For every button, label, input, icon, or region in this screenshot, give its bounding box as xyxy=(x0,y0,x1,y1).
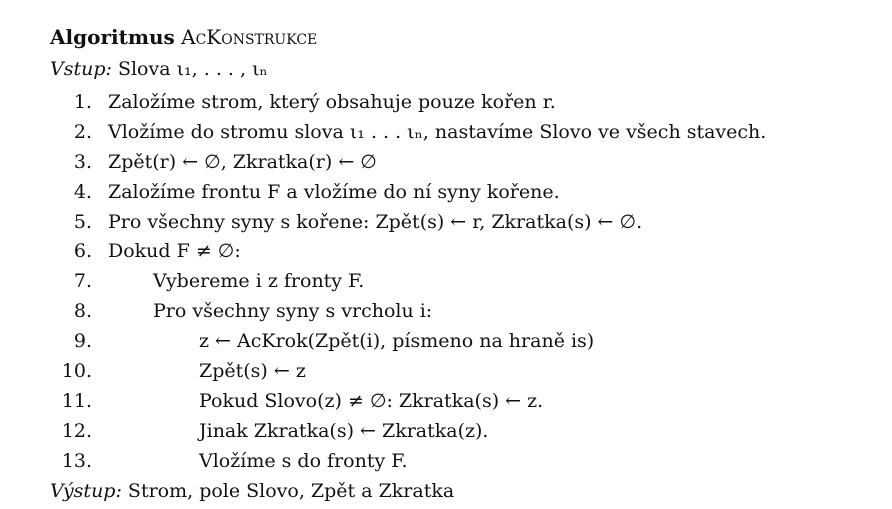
input-text: Slova ι₁, . . . , ιₙ xyxy=(117,58,268,80)
step-text: Založíme strom, který obsahuje pouze kořen r. xyxy=(108,91,556,113)
step-number: 1. xyxy=(73,91,92,113)
step-number: 6. xyxy=(73,240,92,262)
step-text: z ← AcKrok(Zpět(i), písmeno na hraně is) xyxy=(199,330,595,352)
step-number: 3. xyxy=(73,151,92,173)
step-number: 2. xyxy=(73,121,92,143)
step-text: Vložíme do stromu slova ι₁ . . . ιₙ, nastavíme Slovo ve všech stavech. xyxy=(108,121,767,143)
step-number: 8. xyxy=(73,300,92,322)
algorithm-name: AcKonstrukce xyxy=(181,25,318,49)
step-number: 10. xyxy=(61,360,92,382)
step-number: 5. xyxy=(73,211,92,233)
step-text: Vložíme s do fronty F. xyxy=(199,450,408,472)
output-label: Výstup: xyxy=(50,480,122,502)
step-text: Pokud Slovo(z) ≠ ∅: Zkratka(s) ← z. xyxy=(199,390,544,412)
step-text: Jinak Zkratka(s) ← Zkratka(z). xyxy=(199,420,489,442)
step-number: 12. xyxy=(61,420,92,442)
output-text: Strom, pole Slovo, Zpět a Zkratka xyxy=(127,480,455,502)
step-number: 9. xyxy=(73,330,92,352)
step-text: Vybereme i z fronty F. xyxy=(153,270,365,292)
step-text: Založíme frontu F a vložíme do ní syny kořene. xyxy=(108,181,560,203)
step-text: Pro všechny syny s vrcholu i: xyxy=(153,300,433,322)
step-text: Zpět(s) ← z xyxy=(199,360,306,382)
step-number: 7. xyxy=(73,270,92,292)
step-number: 11. xyxy=(61,390,92,412)
algorithm-title xyxy=(50,25,317,49)
algorithm-input xyxy=(50,58,268,80)
step-text: Pro všechny syny s kořene: Zpět(s) ← r, Zkratka(s) ← ∅. xyxy=(108,211,643,233)
input-label: Vstup: xyxy=(50,58,112,80)
step-text: Zpět(r) ← ∅, Zkratka(r) ← ∅ xyxy=(108,151,377,173)
step-number: 13. xyxy=(61,450,92,472)
step-text: Dokud F ≠ ∅: xyxy=(108,240,241,262)
algorithm-output xyxy=(50,480,454,502)
algorithm-heading-label: Algoritmus xyxy=(50,25,175,49)
step-number: 4. xyxy=(73,181,92,203)
